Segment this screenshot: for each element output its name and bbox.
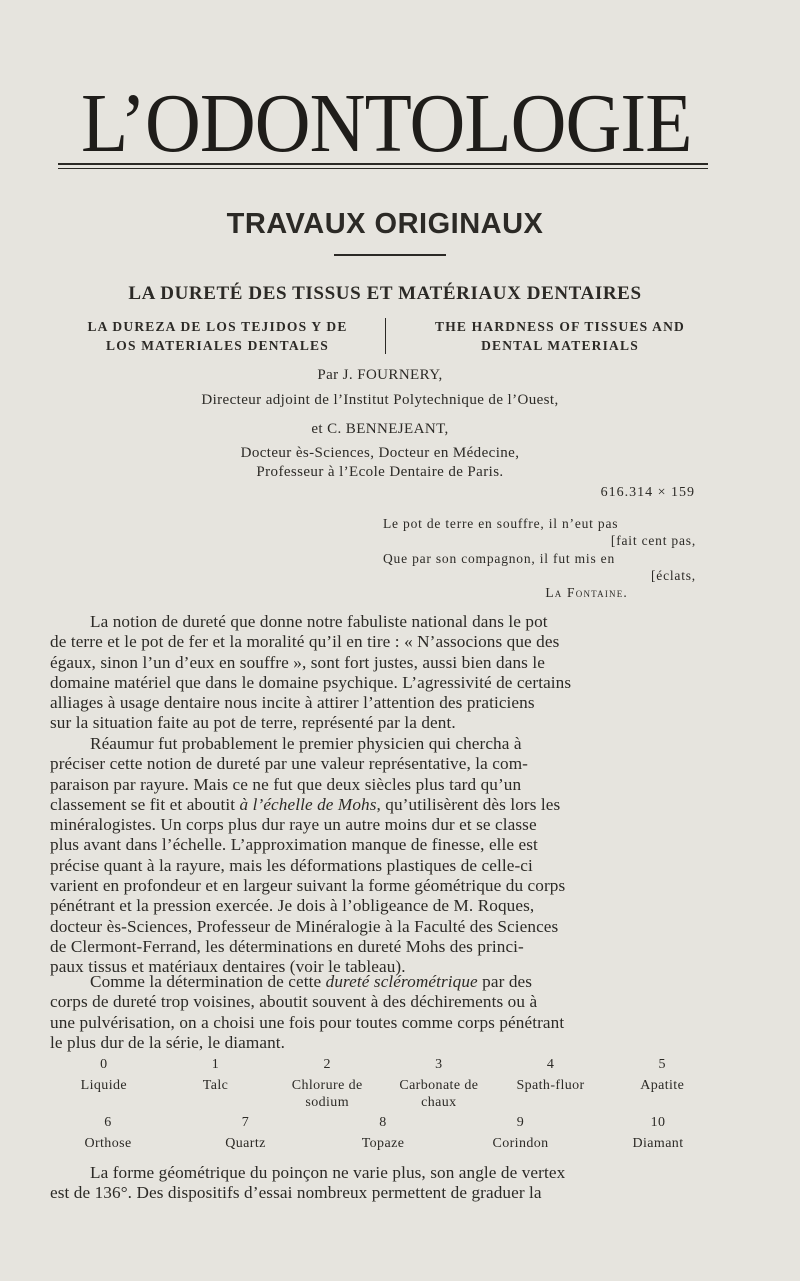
text-line: paraison par rayure. Mais ce ne fut que deux siècles plus tard qu’un (50, 774, 522, 794)
mohs-entry: 3 Carbonate de chaux (399, 1057, 479, 1110)
mohs-entry: 7 Quartz (225, 1115, 266, 1151)
text-line: préciser cette notion de dureté par une valeur représentative, la com- (50, 754, 528, 774)
subtitle-spanish-line: LA DUREZA DE LOS TEJIDOS Y DE (87, 319, 348, 334)
text-line: paux tissus et matériaux dentaires (voir le tableau). (50, 957, 406, 977)
text-line: alliages à usage dentaire nous incite à attirer l’attention des praticiens (50, 693, 535, 713)
mohs-scale-row-1 (48, 1056, 718, 1111)
mohs-entry: 9 Corindon (492, 1115, 549, 1151)
epigraph-line: [fait cent pas, (610, 533, 696, 548)
masthead-rule (58, 163, 708, 165)
section-title: TRAVAUX ORIGINAUX (226, 208, 544, 240)
classification-code: 616.314 × 159 (600, 485, 695, 500)
mohs-entry: 2 Chlorure de sodium (291, 1057, 363, 1110)
text-line: est de 136°. Des dispositifs d’essai nombreux permettent de graduer la (50, 1183, 542, 1203)
text-line: domaine matériel que dans le domaine psychique. L’agressivité de certains (50, 672, 572, 692)
paragraph-4 (50, 1163, 710, 1204)
text-line: classement se fit et aboutit à l’échelle de Mohs, qu’utilisèrent dès lors les (50, 794, 561, 814)
text-line: le plus dur de la série, le diamant. (50, 1032, 286, 1052)
text-line: docteur ès-Sciences, Professeur de Minéralogie à la Faculté des Sciences (50, 916, 559, 936)
mohs-entry: 8 Topaze (361, 1115, 405, 1151)
mohs-entry: 10 Diamant (632, 1115, 684, 1151)
italic-term: dureté sclérométrique (325, 972, 478, 991)
subtitle-spanish-line: LOS MATERIALES DENTALES (106, 338, 329, 353)
author-1-role: Directeur adjoint de l’Institut Polytechnique de l’Ouest, (201, 392, 559, 408)
epigraph-line: Le pot de terre en souffre, il n’eut pas (383, 516, 619, 531)
mohs-entry: 1 Talc (202, 1057, 229, 1093)
text-line: La notion de dureté que donne notre fabuliste national dans le pot (90, 612, 548, 631)
text-line: varient en profondeur et en largeur suivant la forme géométrique du corps (50, 876, 566, 896)
masthead-rule-thin (58, 168, 708, 169)
mohs-entry: 6 Orthose (84, 1115, 132, 1151)
text-line: La forme géométrique du poinçon ne varie plus, son angle de vertex (90, 1163, 566, 1182)
article-title: LA DURETÉ DES TISSUS ET MATÉRIAUX DENTAIRES (128, 283, 642, 304)
subtitle-spanish (50, 317, 385, 355)
text-line: de Clermont-Ferrand, les déterminations en dureté Mohs des princi- (50, 936, 524, 956)
author-2: et C. BENNEJEANT, (311, 421, 449, 437)
text-line: minéralogistes. Un corps plus dur raye un autre moins dur et se classe (50, 815, 537, 835)
italic-term: à l’échelle de Mohs (239, 794, 377, 814)
mohs-scale-row-2 (48, 1114, 718, 1152)
subtitle-english-line: THE HARDNESS OF TISSUES AND (435, 319, 685, 334)
paragraph-1 (50, 612, 710, 734)
paragraph-2 (50, 734, 710, 978)
text-line: corps de dureté trop voisines, aboutit souvent à des déchirements ou à (50, 992, 538, 1012)
author-2-role: Docteur ès-Sciences, Docteur en Médecine, (240, 445, 520, 461)
text-line: Réaumur fut probablement le premier physicien qui chercha à (90, 734, 522, 753)
text-line: Comme la détermination de cette dureté sclérométrique par des (90, 972, 533, 991)
text-line: de terre et le pot de fer et la moralité qu’il en tire : « N’associons que des (50, 632, 560, 652)
text-line: plus avant dans l’échelle. L’approximation manque de finesse, elle est (50, 835, 538, 855)
mohs-entry: 0 Liquide (80, 1057, 128, 1093)
text-line: pénétrant et la pression exercée. Je dois à l’obligeance de M. Roques, (50, 896, 535, 916)
section-rule (334, 254, 446, 256)
text-line: une pulvérisation, on a choisi une fois pour toutes comme corps pénétrant (50, 1012, 565, 1032)
text-line: égaux, sinon l’un d’eux en souffre », sont fort justes, aussi bien dans le (50, 652, 545, 672)
author-1: Par J. FOURNERY, (317, 367, 443, 383)
text-line: sur la situation faite au pot de terre, représenté par la dent. (50, 713, 456, 733)
mohs-entry: 4 Spath-fluor (516, 1057, 585, 1093)
subtitle-divider (385, 318, 386, 354)
epigraph-author: La Fontaine. (545, 585, 628, 600)
text-line: précise quant à la rayure, mais les déformations plastiques de celle-ci (50, 855, 533, 875)
paragraph-3 (50, 972, 710, 1053)
epigraph-line: [éclats, (650, 568, 696, 583)
journal-title: L’ODONTOLOGIE (81, 77, 692, 170)
subtitle-english (395, 317, 725, 355)
mohs-entry: 5 Apatite (640, 1057, 685, 1093)
subtitle-english-line: DENTAL MATERIALS (481, 338, 639, 353)
author-2-role: Professeur à l’Ecole Dentaire de Paris. (256, 464, 504, 480)
epigraph-line: Que par son compagnon, il fut mis en (383, 551, 616, 566)
